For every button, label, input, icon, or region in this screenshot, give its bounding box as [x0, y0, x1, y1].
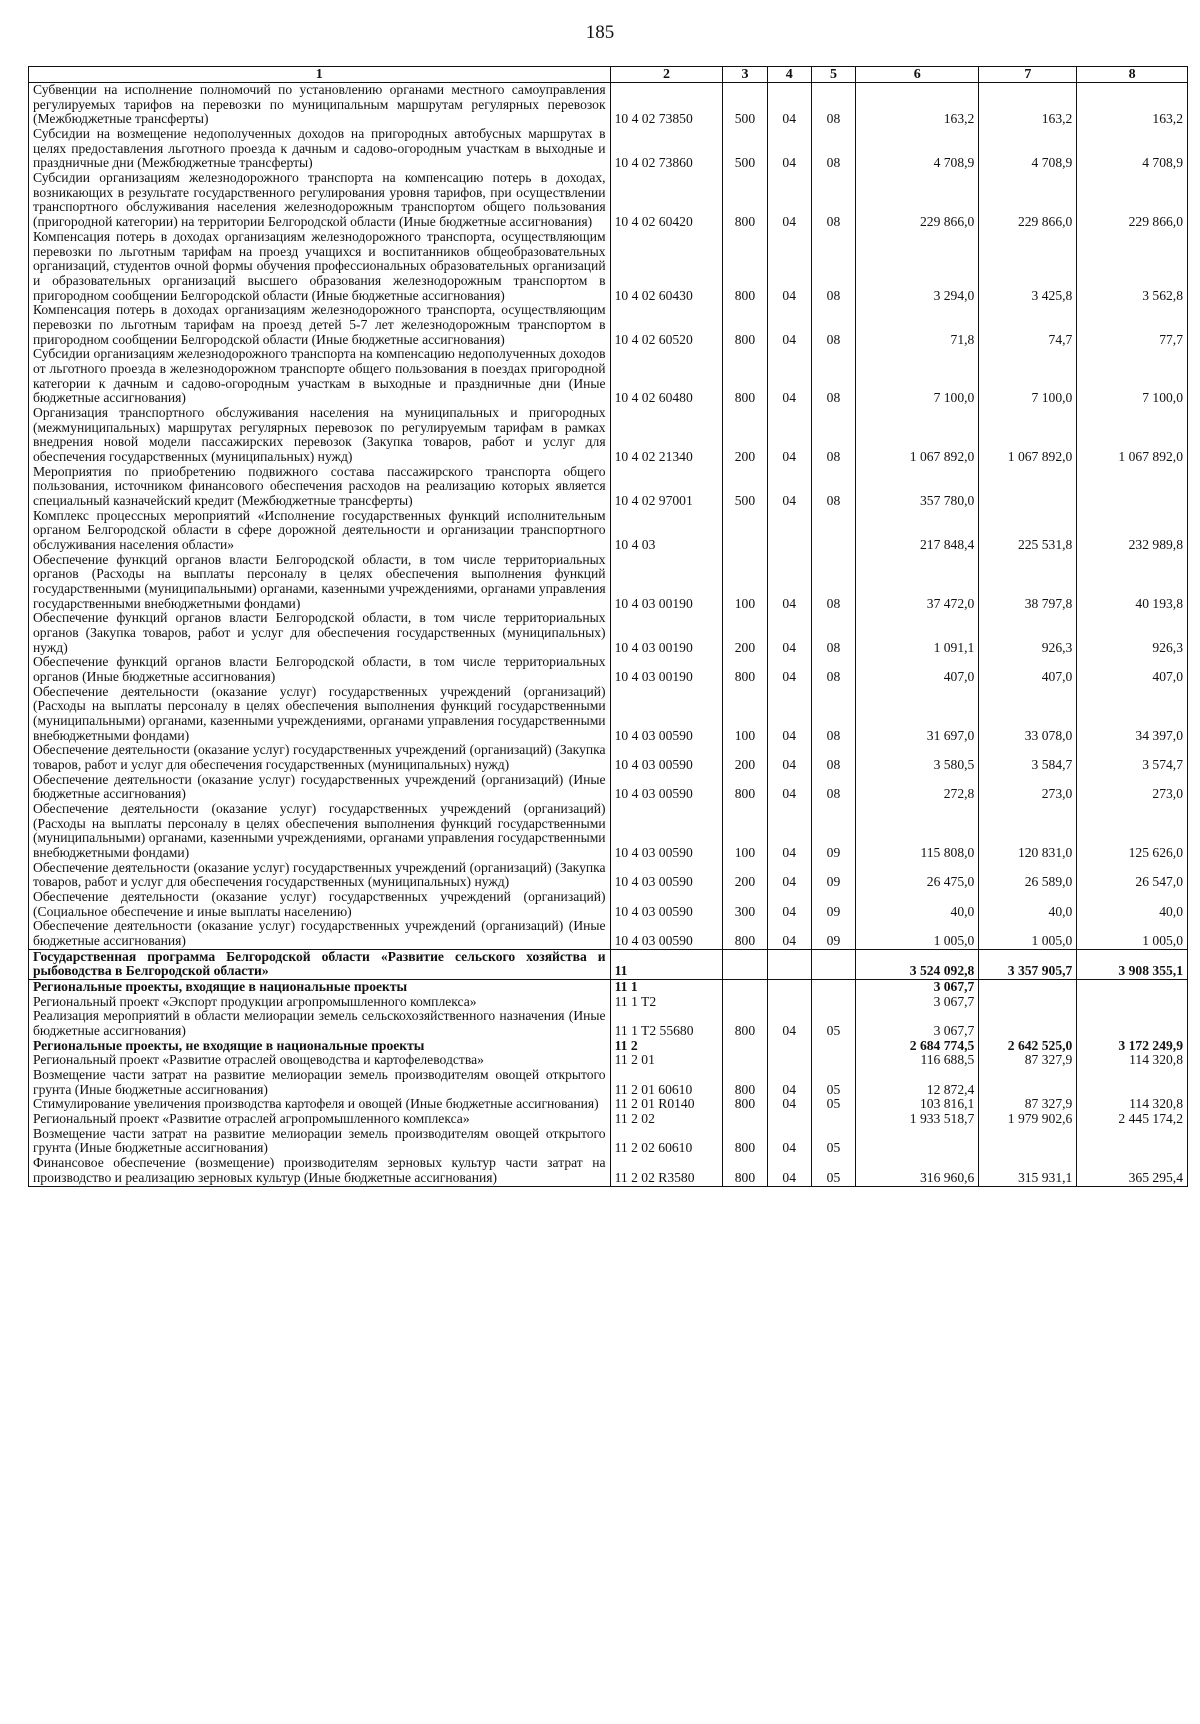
row-expense-type-cell: 200 [723, 406, 767, 465]
row-value-col7-cell: 1 067 892,0 [979, 406, 1077, 465]
row-subsection-cell: 05 [811, 1068, 855, 1097]
row-expense-type-cell: 200 [723, 611, 767, 655]
header-col-1: 1 [29, 67, 611, 83]
row-value-col7-cell [979, 1068, 1077, 1097]
row-value-col8-cell: 40 193,8 [1077, 553, 1188, 612]
row-subsection-cell: 08 [811, 655, 855, 684]
row-subsection-cell [811, 1112, 855, 1127]
row-value-col6-cell: 37 472,0 [856, 553, 979, 612]
row-name-cell: Региональный проект «Развитие отраслей овощеводства и картофелеводства» [29, 1053, 611, 1068]
row-value-col8-cell [1077, 465, 1188, 509]
row-expense-type-cell: 100 [723, 802, 767, 861]
table-row [29, 773, 1188, 802]
row-section-cell: 04 [767, 1068, 811, 1097]
row-value-col7-cell: 315 931,1 [979, 1156, 1077, 1186]
row-value-col7-cell: 38 797,8 [979, 553, 1077, 612]
row-name-cell: Региональные проекты, входящие в национальные проекты [29, 980, 611, 995]
row-code-cell: 11 1 [610, 980, 723, 995]
row-code-cell: 11 2 01 R0140 [610, 1097, 723, 1112]
row-expense-type-cell: 800 [723, 1068, 767, 1097]
row-code-cell: 11 1 T2 55680 [610, 1009, 723, 1038]
row-value-col8-cell: 2 445 174,2 [1077, 1112, 1188, 1127]
row-expense-type-cell: 800 [723, 1127, 767, 1156]
row-subsection-cell: 05 [811, 1097, 855, 1112]
header-row [29, 67, 1188, 83]
row-value-col6-cell: 116 688,5 [856, 1053, 979, 1068]
row-value-col7-cell [979, 1127, 1077, 1156]
page-number: 185 [585, 22, 615, 43]
row-value-col8-cell: 125 626,0 [1077, 802, 1188, 861]
row-name-cell: Мероприятия по приобретению подвижного состава пассажирского транспорта общего пользования, источником финансового обеспечения расходов на реализацию которых является специальный казначейский кредит (Межбюджетные трансферты) [29, 465, 611, 509]
row-subsection-cell [811, 509, 855, 553]
row-value-col8-cell: 3 574,7 [1077, 743, 1188, 772]
row-value-col7-cell: 87 327,9 [979, 1097, 1077, 1112]
row-code-cell: 10 4 02 73850 [610, 83, 723, 128]
row-value-col7-cell: 3 357 905,7 [979, 949, 1077, 979]
row-subsection-cell: 08 [811, 406, 855, 465]
row-expense-type-cell: 200 [723, 743, 767, 772]
row-value-col6-cell: 103 816,1 [856, 1097, 979, 1112]
row-value-col6-cell: 26 475,0 [856, 861, 979, 890]
row-value-col6-cell: 4 708,9 [856, 127, 979, 171]
row-expense-type-cell: 500 [723, 465, 767, 509]
table-row [29, 743, 1188, 772]
row-expense-type-cell [723, 949, 767, 979]
table-row [29, 1112, 1188, 1127]
row-value-col6-cell: 217 848,4 [856, 509, 979, 553]
row-value-col8-cell [1077, 1127, 1188, 1156]
row-section-cell: 04 [767, 465, 811, 509]
row-value-col6-cell: 272,8 [856, 773, 979, 802]
row-subsection-cell: 09 [811, 919, 855, 949]
table-row [29, 685, 1188, 744]
row-value-col6-cell: 3 067,7 [856, 1009, 979, 1038]
table-row [29, 861, 1188, 890]
row-subsection-cell: 08 [811, 230, 855, 303]
row-code-cell: 11 2 01 60610 [610, 1068, 723, 1097]
row-value-col7-cell [979, 995, 1077, 1010]
row-code-cell: 11 2 02 R3580 [610, 1156, 723, 1186]
row-value-col6-cell: 1 933 518,7 [856, 1112, 979, 1127]
row-subsection-cell: 08 [811, 83, 855, 128]
row-name-cell: Субсидии организациям железнодорожного транспорта на компенсацию потерь в доходах, возникающих в результате государственного регулирования уровня тарифов, при осуществлении транспортного обслуживания населения железнодорожным транспортом общего пользования (пригородной категории) на территории Белгородской области (Иные бюджетные ассигнования) [29, 171, 611, 230]
row-section-cell: 04 [767, 773, 811, 802]
row-section-cell: 04 [767, 685, 811, 744]
row-name-cell: Возмещение части затрат на развитие мелиорации земель производителям овощей открытого грунта (Иные бюджетные ассигнования) [29, 1127, 611, 1156]
row-value-col6-cell: 357 780,0 [856, 465, 979, 509]
row-expense-type-cell [723, 1039, 767, 1054]
row-value-col8-cell [1077, 995, 1188, 1010]
row-section-cell: 04 [767, 802, 811, 861]
row-code-cell: 10 4 02 60480 [610, 347, 723, 406]
row-name-cell: Обеспечение функций органов власти Белгородской области, в том числе территориальных органов (Закупка товаров, работ и услуг для обеспечения государственных (муниципальных) нужд) [29, 611, 611, 655]
row-name-cell: Обеспечение деятельности (оказание услуг) государственных учреждений (организаций) (Иные бюджетные ассигнования) [29, 919, 611, 949]
row-expense-type-cell [723, 1053, 767, 1068]
table-row [29, 995, 1188, 1010]
row-subsection-cell: 08 [811, 553, 855, 612]
row-expense-type-cell: 500 [723, 83, 767, 128]
row-value-col6-cell: 12 872,4 [856, 1068, 979, 1097]
row-value-col8-cell: 3 172 249,9 [1077, 1039, 1188, 1054]
row-value-col6-cell: 115 808,0 [856, 802, 979, 861]
row-expense-type-cell: 800 [723, 1009, 767, 1038]
row-value-col7-cell: 225 531,8 [979, 509, 1077, 553]
row-value-col7-cell: 1 979 902,6 [979, 1112, 1077, 1127]
row-expense-type-cell: 800 [723, 171, 767, 230]
row-value-col8-cell: 273,0 [1077, 773, 1188, 802]
row-section-cell: 04 [767, 655, 811, 684]
row-subsection-cell: 08 [811, 303, 855, 347]
row-section-cell: 04 [767, 406, 811, 465]
row-value-col6-cell: 2 684 774,5 [856, 1039, 979, 1054]
row-subsection-cell: 09 [811, 802, 855, 861]
header-col-6: 6 [856, 67, 979, 83]
row-subsection-cell: 05 [811, 1127, 855, 1156]
header-col-4: 4 [767, 67, 811, 83]
row-expense-type-cell [723, 1112, 767, 1127]
row-code-cell: 11 2 01 [610, 1053, 723, 1068]
row-value-col8-cell: 232 989,8 [1077, 509, 1188, 553]
row-section-cell: 04 [767, 1009, 811, 1038]
row-section-cell: 04 [767, 611, 811, 655]
row-subsection-cell: 05 [811, 1009, 855, 1038]
row-code-cell: 10 4 03 00590 [610, 743, 723, 772]
row-name-cell: Компенсация потерь в доходах организациям железнодорожного транспорта, осуществляющим перевозки по льготным тарифам на проезд детей 5-7 лет железнодорожным транспортом в пригородном сообщении Белгородской области (Иные бюджетные ассигнования) [29, 303, 611, 347]
row-value-col8-cell: 365 295,4 [1077, 1156, 1188, 1186]
row-value-col6-cell: 3 524 092,8 [856, 949, 979, 979]
row-value-col8-cell: 407,0 [1077, 655, 1188, 684]
row-name-cell: Субсидии организациям железнодорожного транспорта на компенсацию недополученных доходов от льготного проезда в железнодорожном транспорте общего пользования в поездах пригородной категории к дачным и садово-огородным участкам в выходные и праздничные дни (Иные бюджетные ассигнования) [29, 347, 611, 406]
row-value-col7-cell [979, 465, 1077, 509]
row-value-col7-cell: 926,3 [979, 611, 1077, 655]
row-code-cell: 10 4 03 00590 [610, 861, 723, 890]
row-value-col7-cell: 74,7 [979, 303, 1077, 347]
row-value-col7-cell [979, 980, 1077, 995]
row-value-col6-cell: 40,0 [856, 890, 979, 919]
budget-table [28, 66, 1188, 1187]
row-value-col7-cell [979, 1009, 1077, 1038]
row-value-col8-cell: 114 320,8 [1077, 1097, 1188, 1112]
row-code-cell: 10 4 02 60520 [610, 303, 723, 347]
row-value-col8-cell: 4 708,9 [1077, 127, 1188, 171]
row-subsection-cell: 09 [811, 861, 855, 890]
row-section-cell [767, 995, 811, 1010]
table-row [29, 1053, 1188, 1068]
table-row [29, 83, 1188, 128]
row-name-cell: Обеспечение деятельности (оказание услуг) государственных учреждений (организаций) (Иные бюджетные ассигнования) [29, 773, 611, 802]
table-row [29, 465, 1188, 509]
row-subsection-cell: 08 [811, 347, 855, 406]
row-expense-type-cell: 800 [723, 773, 767, 802]
row-value-col7-cell: 7 100,0 [979, 347, 1077, 406]
row-value-col6-cell [856, 1127, 979, 1156]
row-expense-type-cell: 800 [723, 303, 767, 347]
row-value-col8-cell: 40,0 [1077, 890, 1188, 919]
row-value-col7-cell: 273,0 [979, 773, 1077, 802]
row-value-col6-cell: 407,0 [856, 655, 979, 684]
row-value-col8-cell: 229 866,0 [1077, 171, 1188, 230]
row-value-col7-cell: 1 005,0 [979, 919, 1077, 949]
table-row [29, 655, 1188, 684]
row-section-cell: 04 [767, 230, 811, 303]
row-subsection-cell [811, 980, 855, 995]
row-value-col6-cell: 1 067 892,0 [856, 406, 979, 465]
row-section-cell: 04 [767, 890, 811, 919]
row-value-col7-cell: 229 866,0 [979, 171, 1077, 230]
row-section-cell: 04 [767, 303, 811, 347]
table-row [29, 980, 1188, 995]
row-section-cell: 04 [767, 919, 811, 949]
row-subsection-cell: 08 [811, 611, 855, 655]
row-expense-type-cell: 800 [723, 347, 767, 406]
row-subsection-cell: 08 [811, 171, 855, 230]
row-section-cell [767, 509, 811, 553]
row-value-col8-cell: 7 100,0 [1077, 347, 1188, 406]
row-name-cell: Комплекс процессных мероприятий «Исполнение государственных функций исполнительным органом Белгородской области в сфере дорожной деятельности и организации транспортного обслуживания населения области» [29, 509, 611, 553]
row-name-cell: Обеспечение деятельности (оказание услуг) государственных учреждений (организаций) (Расходы на выплаты персоналу в целях обеспечения выполнения функций государственными (муниципальными) органами, казенными учреждениями, органами управления государственными внебюджетными фондами) [29, 802, 611, 861]
row-subsection-cell: 08 [811, 127, 855, 171]
row-section-cell: 04 [767, 1156, 811, 1186]
row-section-cell [767, 949, 811, 979]
row-value-col7-cell: 3 425,8 [979, 230, 1077, 303]
row-value-col6-cell: 7 100,0 [856, 347, 979, 406]
row-expense-type-cell: 500 [723, 127, 767, 171]
row-value-col7-cell: 163,2 [979, 83, 1077, 128]
row-value-col7-cell: 407,0 [979, 655, 1077, 684]
row-name-cell: Обеспечение функций органов власти Белгородской области, в том числе территориальных органов (Иные бюджетные ассигнования) [29, 655, 611, 684]
row-section-cell [767, 980, 811, 995]
table-row [29, 1156, 1188, 1186]
row-value-col8-cell [1077, 1009, 1188, 1038]
row-value-col8-cell [1077, 1068, 1188, 1097]
row-code-cell: 11 2 02 [610, 1112, 723, 1127]
table-row [29, 509, 1188, 553]
row-section-cell [767, 1112, 811, 1127]
row-expense-type-cell [723, 995, 767, 1010]
header-col-5: 5 [811, 67, 855, 83]
row-code-cell: 10 4 02 73860 [610, 127, 723, 171]
row-value-col6-cell: 3 067,7 [856, 980, 979, 995]
row-subsection-cell [811, 1053, 855, 1068]
row-name-cell: Обеспечение деятельности (оказание услуг) государственных учреждений (организаций) (Социальное обеспечение и иные выплаты населению) [29, 890, 611, 919]
row-code-cell: 11 [610, 949, 723, 979]
row-section-cell: 04 [767, 743, 811, 772]
table-row [29, 1097, 1188, 1112]
table-row [29, 303, 1188, 347]
row-value-col8-cell: 926,3 [1077, 611, 1188, 655]
row-value-col7-cell: 33 078,0 [979, 685, 1077, 744]
table-row [29, 919, 1188, 949]
row-value-col6-cell: 163,2 [856, 83, 979, 128]
row-name-cell: Обеспечение функций органов власти Белгородской области, в том числе территориальных органов (Расходы на выплаты персоналу в целях обеспечения выполнения функций государственными (муниципальными) органами, казенными учреждениями, органами управления государственными внебюджетными фондами) [29, 553, 611, 612]
row-value-col8-cell [1077, 980, 1188, 995]
row-expense-type-cell: 800 [723, 1097, 767, 1112]
table-row [29, 890, 1188, 919]
row-section-cell: 04 [767, 171, 811, 230]
row-name-cell: Региональные проекты, не входящие в национальные проекты [29, 1039, 611, 1054]
row-name-cell: Стимулирование увеличения производства картофеля и овощей (Иные бюджетные ассигнования) [29, 1097, 611, 1112]
row-expense-type-cell [723, 509, 767, 553]
row-code-cell: 11 2 [610, 1039, 723, 1054]
row-code-cell: 10 4 03 00590 [610, 919, 723, 949]
row-value-col7-cell: 4 708,9 [979, 127, 1077, 171]
row-expense-type-cell: 800 [723, 919, 767, 949]
row-code-cell: 10 4 02 60420 [610, 171, 723, 230]
row-expense-type-cell: 800 [723, 230, 767, 303]
row-section-cell: 04 [767, 1097, 811, 1112]
row-value-col8-cell: 163,2 [1077, 83, 1188, 128]
row-section-cell: 04 [767, 83, 811, 128]
row-name-cell: Обеспечение деятельности (оказание услуг) государственных учреждений (организаций) (Закупка товаров, работ и услуг для обеспечения государственных (муниципальных) нужд) [29, 861, 611, 890]
row-expense-type-cell: 200 [723, 861, 767, 890]
row-value-col8-cell: 3 562,8 [1077, 230, 1188, 303]
row-value-col8-cell: 77,7 [1077, 303, 1188, 347]
row-expense-type-cell: 100 [723, 685, 767, 744]
table-row [29, 347, 1188, 406]
table-row [29, 127, 1188, 171]
table-row [29, 406, 1188, 465]
row-name-cell: Возмещение части затрат на развитие мелиорации земель производителям овощей открытого грунта (Иные бюджетные ассигнования) [29, 1068, 611, 1097]
row-value-col6-cell: 229 866,0 [856, 171, 979, 230]
row-name-cell: Региональный проект «Развитие отраслей агропромышленного комплекса» [29, 1112, 611, 1127]
row-value-col8-cell: 114 320,8 [1077, 1053, 1188, 1068]
header-col-3: 3 [723, 67, 767, 83]
table-row [29, 171, 1188, 230]
table-row [29, 1039, 1188, 1054]
row-subsection-cell: 08 [811, 773, 855, 802]
row-value-col8-cell: 1 005,0 [1077, 919, 1188, 949]
row-expense-type-cell: 300 [723, 890, 767, 919]
row-name-cell: Компенсация потерь в доходах организациям железнодорожного транспорта, осуществляющим перевозки по льготным тарифам на проезд учащихся и воспитанников общеобразовательных организаций, студентов очной формы обучения профессиональных образовательных организаций и образовательных организаций высшего образования железнодорожным транспортом в пригородном сообщении Белгородской области (Иные бюджетные ассигнования) [29, 230, 611, 303]
row-code-cell: 11 2 02 60610 [610, 1127, 723, 1156]
row-value-col8-cell: 3 908 355,1 [1077, 949, 1188, 979]
row-section-cell: 04 [767, 861, 811, 890]
row-name-cell: Региональный проект «Экспорт продукции агропромышленного комплекса» [29, 995, 611, 1010]
row-value-col6-cell: 3 294,0 [856, 230, 979, 303]
row-subsection-cell: 08 [811, 743, 855, 772]
row-value-col7-cell: 87 327,9 [979, 1053, 1077, 1068]
row-expense-type-cell: 100 [723, 553, 767, 612]
row-section-cell: 04 [767, 127, 811, 171]
row-value-col6-cell: 1 091,1 [856, 611, 979, 655]
row-value-col7-cell: 3 584,7 [979, 743, 1077, 772]
row-subsection-cell [811, 995, 855, 1010]
row-name-cell: Обеспечение деятельности (оказание услуг) государственных учреждений (организаций) (Расходы на выплаты персоналу в целях обеспечения выполнения функций государственными (муниципальными) органами, казенными учреждениями, органами управления государственными внебюджетными фондами) [29, 685, 611, 744]
header-col-7: 7 [979, 67, 1077, 83]
row-code-cell: 10 4 03 00590 [610, 685, 723, 744]
row-code-cell: 11 1 T2 [610, 995, 723, 1010]
row-code-cell: 10 4 02 21340 [610, 406, 723, 465]
row-value-col7-cell: 120 831,0 [979, 802, 1077, 861]
table-row [29, 949, 1188, 979]
row-value-col6-cell: 3 580,5 [856, 743, 979, 772]
table-row [29, 611, 1188, 655]
row-value-col8-cell: 1 067 892,0 [1077, 406, 1188, 465]
row-expense-type-cell: 800 [723, 1156, 767, 1186]
table-row [29, 230, 1188, 303]
row-section-cell: 04 [767, 553, 811, 612]
table-row [29, 802, 1188, 861]
table-row [29, 1068, 1188, 1097]
row-subsection-cell [811, 949, 855, 979]
row-section-cell [767, 1039, 811, 1054]
row-value-col6-cell: 1 005,0 [856, 919, 979, 949]
row-value-col6-cell: 31 697,0 [856, 685, 979, 744]
table-row [29, 1127, 1188, 1156]
row-code-cell: 10 4 03 00190 [610, 655, 723, 684]
row-subsection-cell [811, 1039, 855, 1054]
row-value-col7-cell: 26 589,0 [979, 861, 1077, 890]
row-value-col8-cell: 34 397,0 [1077, 685, 1188, 744]
row-name-cell: Государственная программа Белгородской области «Развитие сельского хозяйства и рыбоводства в Белгородской области» [29, 949, 611, 979]
row-name-cell: Организация транспортного обслуживания населения на муниципальных и пригородных (межмуниципальных) маршрутах регулярных перевозок по регулируемым тарифам в рамках внедрения новой модели пассажирских перевозок (Закупка товаров, работ и услуг для обеспечения государственных (муниципальных) нужд) [29, 406, 611, 465]
row-section-cell [767, 1053, 811, 1068]
row-name-cell: Обеспечение деятельности (оказание услуг) государственных учреждений (организаций) (Закупка товаров, работ и услуг для обеспечения государственных (муниципальных) нужд) [29, 743, 611, 772]
row-subsection-cell: 05 [811, 1156, 855, 1186]
header-col-8: 8 [1077, 67, 1188, 83]
row-code-cell: 10 4 03 00590 [610, 802, 723, 861]
row-expense-type-cell: 800 [723, 655, 767, 684]
row-name-cell: Субвенции на исполнение полномочий по установлению органами местного самоуправления регулируемых тарифов на перевозки по муниципальным маршрутам регулярных перевозок (Межбюджетные трансферты) [29, 83, 611, 128]
row-code-cell: 10 4 03 00190 [610, 553, 723, 612]
row-code-cell: 10 4 02 97001 [610, 465, 723, 509]
row-name-cell: Субсидии на возмещение недополученных доходов на пригородных автобусных маршрутах в целях предоставления льготного проезда к дачным и садово-огородным участкам в выходные и праздничные дни (Межбюджетные трансферты) [29, 127, 611, 171]
row-subsection-cell: 08 [811, 465, 855, 509]
row-value-col8-cell: 26 547,0 [1077, 861, 1188, 890]
row-code-cell: 10 4 02 60430 [610, 230, 723, 303]
row-code-cell: 10 4 03 00190 [610, 611, 723, 655]
row-subsection-cell: 08 [811, 685, 855, 744]
row-value-col7-cell: 40,0 [979, 890, 1077, 919]
table-row [29, 1009, 1188, 1038]
row-code-cell: 10 4 03 00590 [610, 890, 723, 919]
row-code-cell: 10 4 03 [610, 509, 723, 553]
row-value-col6-cell: 71,8 [856, 303, 979, 347]
row-subsection-cell: 09 [811, 890, 855, 919]
row-name-cell: Реализация мероприятий в области мелиорации земель сельскохозяйственного назначения (Иные бюджетные ассигнования) [29, 1009, 611, 1038]
row-value-col6-cell: 316 960,6 [856, 1156, 979, 1186]
row-value-col7-cell: 2 642 525,0 [979, 1039, 1077, 1054]
row-value-col6-cell: 3 067,7 [856, 995, 979, 1010]
row-code-cell: 10 4 03 00590 [610, 773, 723, 802]
row-section-cell: 04 [767, 347, 811, 406]
row-section-cell: 04 [767, 1127, 811, 1156]
header-col-2: 2 [610, 67, 723, 83]
row-expense-type-cell [723, 980, 767, 995]
row-name-cell: Финансовое обеспечение (возмещение) производителям зерновых культур части затрат на производство и реализацию зерновых культур (Иные бюджетные ассигнования) [29, 1156, 611, 1186]
table-row [29, 553, 1188, 612]
